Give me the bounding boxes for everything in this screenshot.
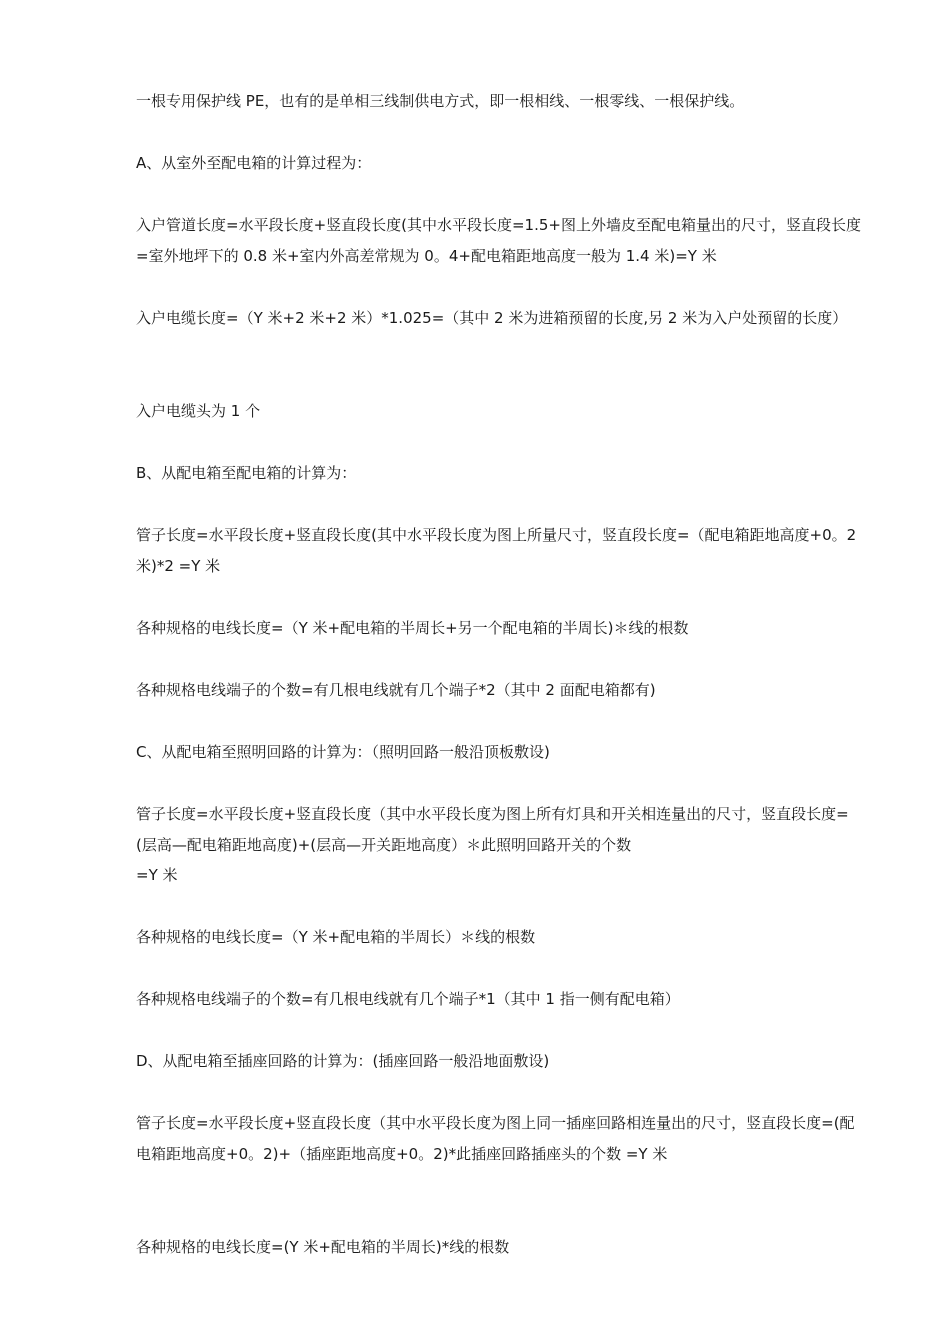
paragraph-b-terminals: 各种规格电线端子的个数=有几根电线就有几个端子*2（其中 2 面配电箱都有) bbox=[136, 681, 656, 699]
heading-section-c: C、从配电箱至照明回路的计算为：（照明回路一般沿顶板敷设) bbox=[136, 743, 550, 761]
paragraph-c-terminals: 各种规格电线端子的个数=有几根电线就有几个端子*1（其中 1 指一侧有配电箱） bbox=[136, 990, 680, 1008]
heading-section-a: A、从室外至配电箱的计算过程为： bbox=[136, 154, 372, 172]
paragraph-c-pipe-length: 管子长度=水平段长度+竖直段长度（其中水平段长度为图上所有灯具和开关相连量出的尺寸，竖直段长度=(层高—配电箱距地高度)+(层高—开关距地高度）＊此照明回路开关的个数 bbox=[136, 805, 849, 854]
paragraph-d-wire-length: 各种规格的电线长度=(Y 米+配电箱的半周长)*线的根数 bbox=[136, 1238, 510, 1256]
paragraph-pe-intro: 一根专用保护线 PE，也有的是单相三线制供电方式，即一根相线、一根零线、一根保护线。 bbox=[136, 92, 745, 110]
paragraph-entry-cable-length: 入户电缆长度=（Y 米+2 米+2 米）*1.025=（其中 2 米为进箱预留的长度,另 2 米为入户处预留的长度） bbox=[136, 309, 848, 327]
heading-section-d: D、从配电箱至插座回路的计算为：(插座回路一般沿地面敷设) bbox=[136, 1052, 550, 1070]
paragraph-b-pipe-length: 管子长度=水平段长度+竖直段长度(其中水平段长度为图上所量尺寸，竖直段长度=（配电箱距地高度+0。2 米)*2 =Y 米 bbox=[136, 526, 857, 575]
paragraph-entry-cable-head: 入户电缆头为 1 个 bbox=[136, 402, 261, 420]
paragraph-b-wire-length: 各种规格的电线长度=（Y 米+配电箱的半周长+另一个配电箱的半周长)＊线的根数 bbox=[136, 619, 689, 637]
paragraph-c-pipe-result: =Y 米 bbox=[136, 866, 178, 884]
paragraph-d-pipe-length: 管子长度=水平段长度+竖直段长度（其中水平段长度为图上同一插座回路相连量出的尺寸，竖直段长度=(配电箱距地高度+0。2)+（插座距地高度+0。2)*此插座回路插座头的个数 =Y 米 bbox=[136, 1114, 855, 1163]
paragraph-c-wire-length: 各种规格的电线长度=（Y 米+配电箱的半周长）＊线的根数 bbox=[136, 928, 536, 946]
heading-section-b: B、从配电箱至配电箱的计算为： bbox=[136, 464, 357, 482]
paragraph-entry-pipe-length: 入户管道长度=水平段长度+竖直段长度(其中水平段长度=1.5+图上外墙皮至配电箱量出的尺寸，竖直段长度=室外地坪下的 0.8 米+室内外高差常规为 0。4+配电箱距地高度一般为 1.4 米)=Y 米 bbox=[136, 216, 861, 265]
